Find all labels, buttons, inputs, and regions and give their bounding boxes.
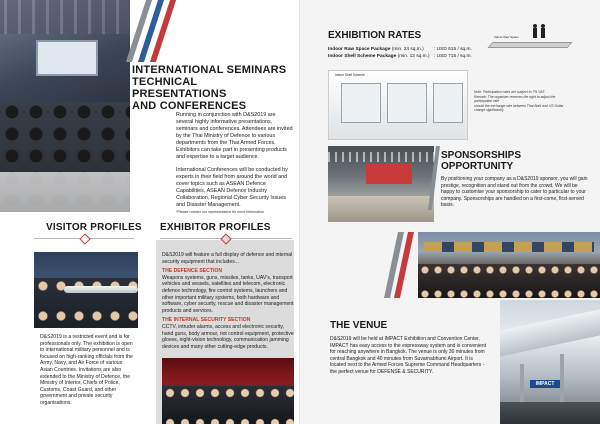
rate-label: Indoor Shell Scheme Package: [328, 54, 397, 59]
conferences-title-line: INTERNATIONAL SEMINARS: [132, 64, 287, 76]
ceiling-lights: [0, 0, 130, 34]
security-section-body: CCTV, intruder alarms, access and electronic security, hand guns, body armour, riot control equipment, protective gloves, night-vision technology, communication jamming devices and many other cutting-edge products.: [162, 323, 294, 350]
exhibitor-profiles-title: EXHIBITOR PROFILES: [160, 222, 271, 233]
rates-note-line: should the exchange rate between Thai Baht and US Dollar change significantly.: [474, 103, 564, 113]
venue-title: THE VENUE: [330, 320, 388, 331]
person-icon: [540, 24, 545, 38]
hall-banner: [366, 164, 412, 184]
venue-road: [500, 402, 600, 424]
exhibition-rates-title: EXHIBITION RATES: [328, 30, 422, 41]
booth-wall: [433, 83, 463, 123]
visitor-profiles-title: VISITOR PROFILES: [46, 222, 142, 233]
venue-photo: [500, 300, 600, 424]
hall-truss: [328, 152, 434, 162]
conferences-title-line: TECHNICAL PRESENTATIONS: [132, 76, 227, 100]
person-icon: [532, 24, 537, 38]
conferences-title: [132, 64, 292, 112]
sponsorships-body: By positioning your company as a D&S2019 sponsor, you will gain prestige, recognition and stand out from the crowd. We will be happy to customise your sponsorship to cater to particular to your company. Sponsorships are handled on a first-come, first-served basis.: [441, 176, 588, 209]
rate-qualifier: (min. 24 sq.m.): [391, 47, 424, 52]
missile-display: [64, 286, 138, 293]
booth-wall: [341, 83, 381, 123]
sponsorships-title-line: SPONSORSHIPS: [441, 150, 522, 161]
projection-screen: [36, 40, 98, 76]
exhibition-hall-photo: [328, 146, 434, 222]
conferences-footnote: *Please contact our representative for more information: [176, 210, 265, 214]
conferences-title-line: AND CONFERENCES: [132, 100, 247, 112]
decorative-stripes-right: [426, 146, 442, 210]
rates-note-line: Note: Participation rates are subject to 7% VAT.: [474, 90, 546, 94]
rates-note-line: Remark: The organizer reserves the right to adjust the participation rate: [474, 94, 556, 104]
conference-tables: [0, 172, 130, 212]
defence-section-body: Weapons systems, guns, missiles, tanks, UAV's, transport vehicles and vessels, satellites and telecom, electronic defence technology, fire control systems, launchers and other important military systems, both hardware and software, cyber security, rescue and disaster management products and services.: [162, 274, 294, 314]
venue-roof: [500, 305, 600, 361]
booth-wall: [387, 83, 427, 123]
conferences-body: [176, 112, 294, 215]
rate-qualifier: (min. 12 sq.m.): [397, 54, 430, 59]
shell-scheme-label: Indoor Shell Scheme: [335, 73, 365, 77]
raw-space-label: Indoor Raw Space: [494, 35, 519, 39]
right-page: [300, 0, 600, 424]
conferences-paragraph: International Conferences will be conducted by experts in their field from around the world and cover topics such as ASEAN Defence Capabilities, ASEAN Defence Industry Collaboration, Regional Cyber Security Issues and Disaster Management.: [176, 167, 288, 208]
rates-row: [328, 46, 504, 53]
rate-label: Indoor Raw Space Package: [328, 47, 391, 52]
visitor-profiles-body: D&S2019 is a restricted event and is for professionals only. The exhibition is open to international military personnel and is focused on high-ranking officials from the Army, Navy, and Air Force of various Asian Countries. Invitations are also extended to the Ministry of Defence, the Ministry of Interior, Chiefs of Police, Customs, Coast Guard, and other government and private security organisations.: [40, 334, 133, 406]
exhibitors-crowd: [162, 386, 294, 424]
hall-floor: [328, 196, 434, 222]
conferences-paragraph: Running in conjunction with D&S2019 are several highly informative presentations, seminars and conferences. Attendees are invited by the Thai Ministry of Defence to various departments from the Thai Armed Forces. Exhibitors can take part in presenting products and expertise to a target audience.: [176, 112, 293, 160]
decorative-stripes: [130, 0, 210, 62]
crowd-banner: [424, 242, 594, 252]
rates-note: [474, 90, 574, 113]
rate-value: : USD 615 / sq.m.: [434, 47, 472, 52]
sponsorships-title: [441, 150, 561, 172]
exhibitor-profiles-body: [162, 252, 294, 353]
exhibitor-intro: D&S2019 will feature a full display of defence and internal security equipment that includes...: [162, 252, 293, 265]
impact-sign: IMPACT: [530, 380, 560, 388]
conference-photo: [0, 0, 130, 212]
raw-space-floor: [487, 42, 572, 48]
rates-table: [328, 46, 504, 60]
venue-body: D&S2019 will be held at IMPACT Exhibition and Convention Center. IMPACT has easy access to the expressway system and is convenient for reaching anywhere in Bangkok. The venue is only 30 minutes from central Bangkok and 40 minutes from Suvarnabhumi Airport. It is located next to the Armed Forces Supreme Command Headquarters - the perfect venue for DEFENSE & SECURITY.: [330, 336, 486, 375]
security-section-header: THE INTERNAL SECURITY SECTION: [162, 317, 251, 324]
exhibitor-photo: [162, 358, 294, 424]
rate-value: : USD 715 / sq.m.: [434, 54, 472, 59]
defence-section-header: THE DEFENCE SECTION: [162, 268, 222, 275]
shell-scheme-diagram: [328, 70, 468, 140]
decorative-stripes-lower: [378, 232, 418, 298]
visitor-diamond-icon: [79, 233, 90, 244]
rates-row: [328, 53, 504, 60]
raw-space-diagram: [486, 34, 576, 50]
crowd-photo: [418, 232, 600, 298]
visitor-photo: [34, 252, 138, 328]
sponsorships-title-line: OPPORTUNITY: [441, 161, 514, 172]
crowd: [418, 264, 600, 298]
